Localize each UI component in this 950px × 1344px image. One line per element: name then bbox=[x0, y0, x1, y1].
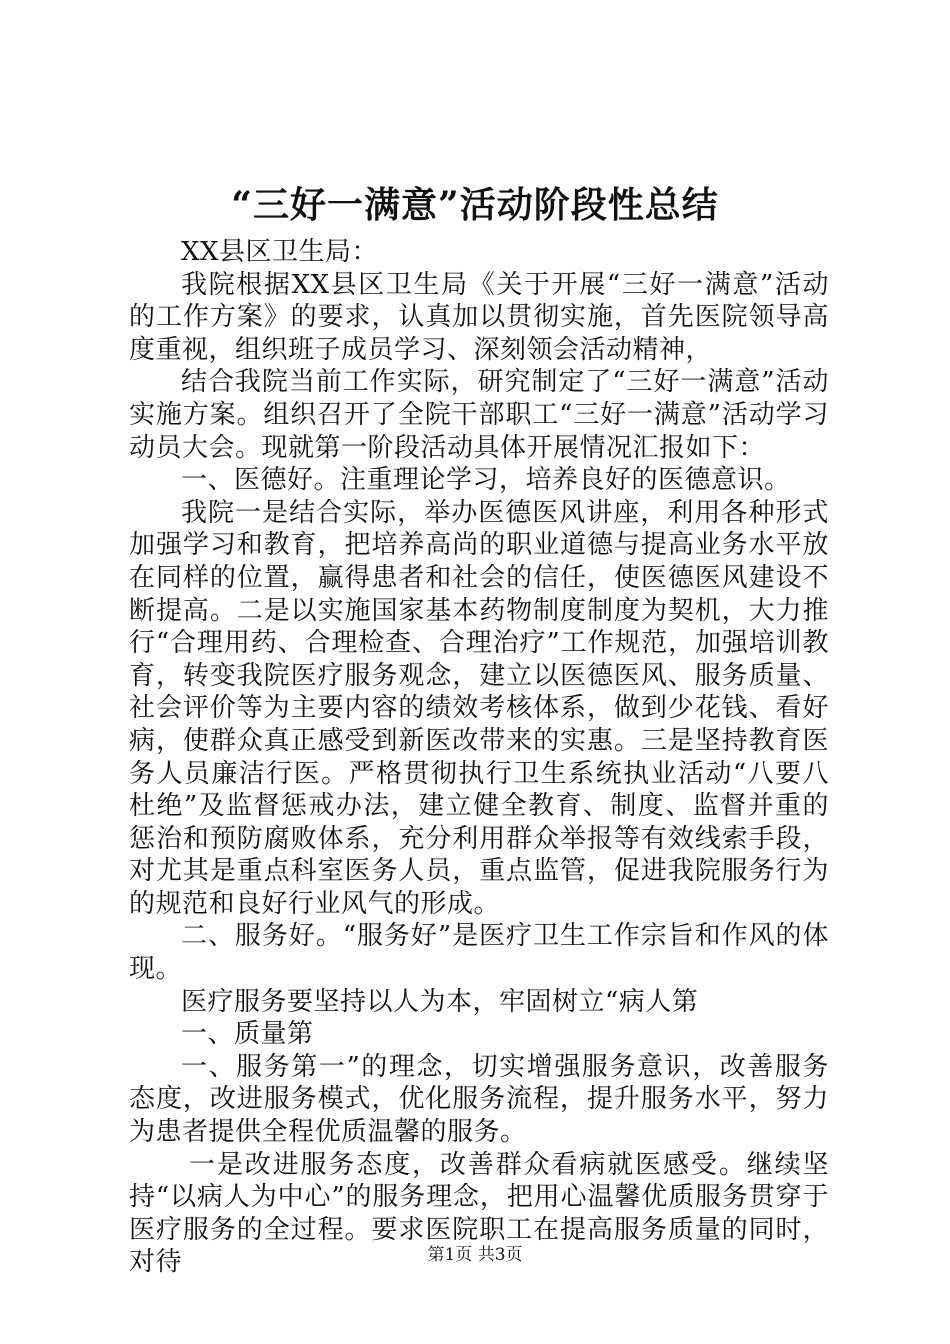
body-paragraph: 我院根据XX县区卫生局《关于开展“三好一满意”活动的工作方案》的要求，认真加以贯彻实施，首先医院领导高度重视，组织班子成员学习、深刻领会活动精神， bbox=[129, 269, 829, 365]
body-paragraph: 结合我院当前工作实际，研究制定了“三好一满意”活动实施方案。组织召开了全院干部职工“三好一满意”活动学习动员大会。现就第一阶段活动具体开展情况汇报如下： bbox=[129, 367, 829, 463]
body-paragraph: 我院一是结合实际，举办医德医风讲座，利用各种形式加强学习和教育，把培养高尚的职业道德与提高业务水平放在同样的位置，赢得患者和社会的信任，使医德医风建设不断提高。二是以实施国家基本药物制度制度为契机，大力推行“合理用药、合理检查、合理治疗”工作规范，加强培训教育，转变我院医疗服务观念，建立以医德医风、服务质量、社会评价等为主要内容的绩效考核体系，做到少花钱、看好病，使群众真正感受到新医改带来的实惠。三是坚持教育医务人员廉洁行医。严格贯彻执行卫生系统执业活动“八要八杜绝”及监督惩戒办法，建立健全教育、制度、监督并重的惩治和预防腐败体系，充分利用群众举报等有效线索手段，对尤其是重点科室医务人员，重点监管，促进我院服务行为的规范和良好行业风气的形成。 bbox=[129, 497, 829, 919]
body-paragraph: 一、质量第 bbox=[181, 1019, 314, 1050]
section-heading: 二、服务好。“服务好”是医疗卫生工作宗旨和作风的体现。 bbox=[129, 921, 829, 985]
salutation: XX县区卫生局： bbox=[181, 237, 379, 267]
page-footer: 第1页 共3页 bbox=[427, 1245, 523, 1265]
document-title: “三好一满意”活动阶段性总结 bbox=[231, 184, 719, 226]
document-body bbox=[129, 236, 829, 1279]
body-paragraph: 一是改进服务态度，改善群众看病就医感受。继续坚持“以病人为中心”的服务理念，把用心温馨优质服务贯穿于医疗服务的全过程。要求医院职工在提高服务质量的同时，对待 bbox=[129, 1149, 829, 1278]
section-heading: 一、医德好。注重理论学习，培养良好的医德意识。 bbox=[181, 465, 791, 496]
body-paragraph: 医疗服务要坚持以人为本，牢固树立“病人第 bbox=[181, 986, 699, 1017]
body-paragraph: 一、服务第一”的理念，切实增强服务意识，改善服务态度，改进服务模式，优化服务流程，提升服务水平，努力为患者提供全程优质温馨的服务。 bbox=[129, 1051, 829, 1148]
